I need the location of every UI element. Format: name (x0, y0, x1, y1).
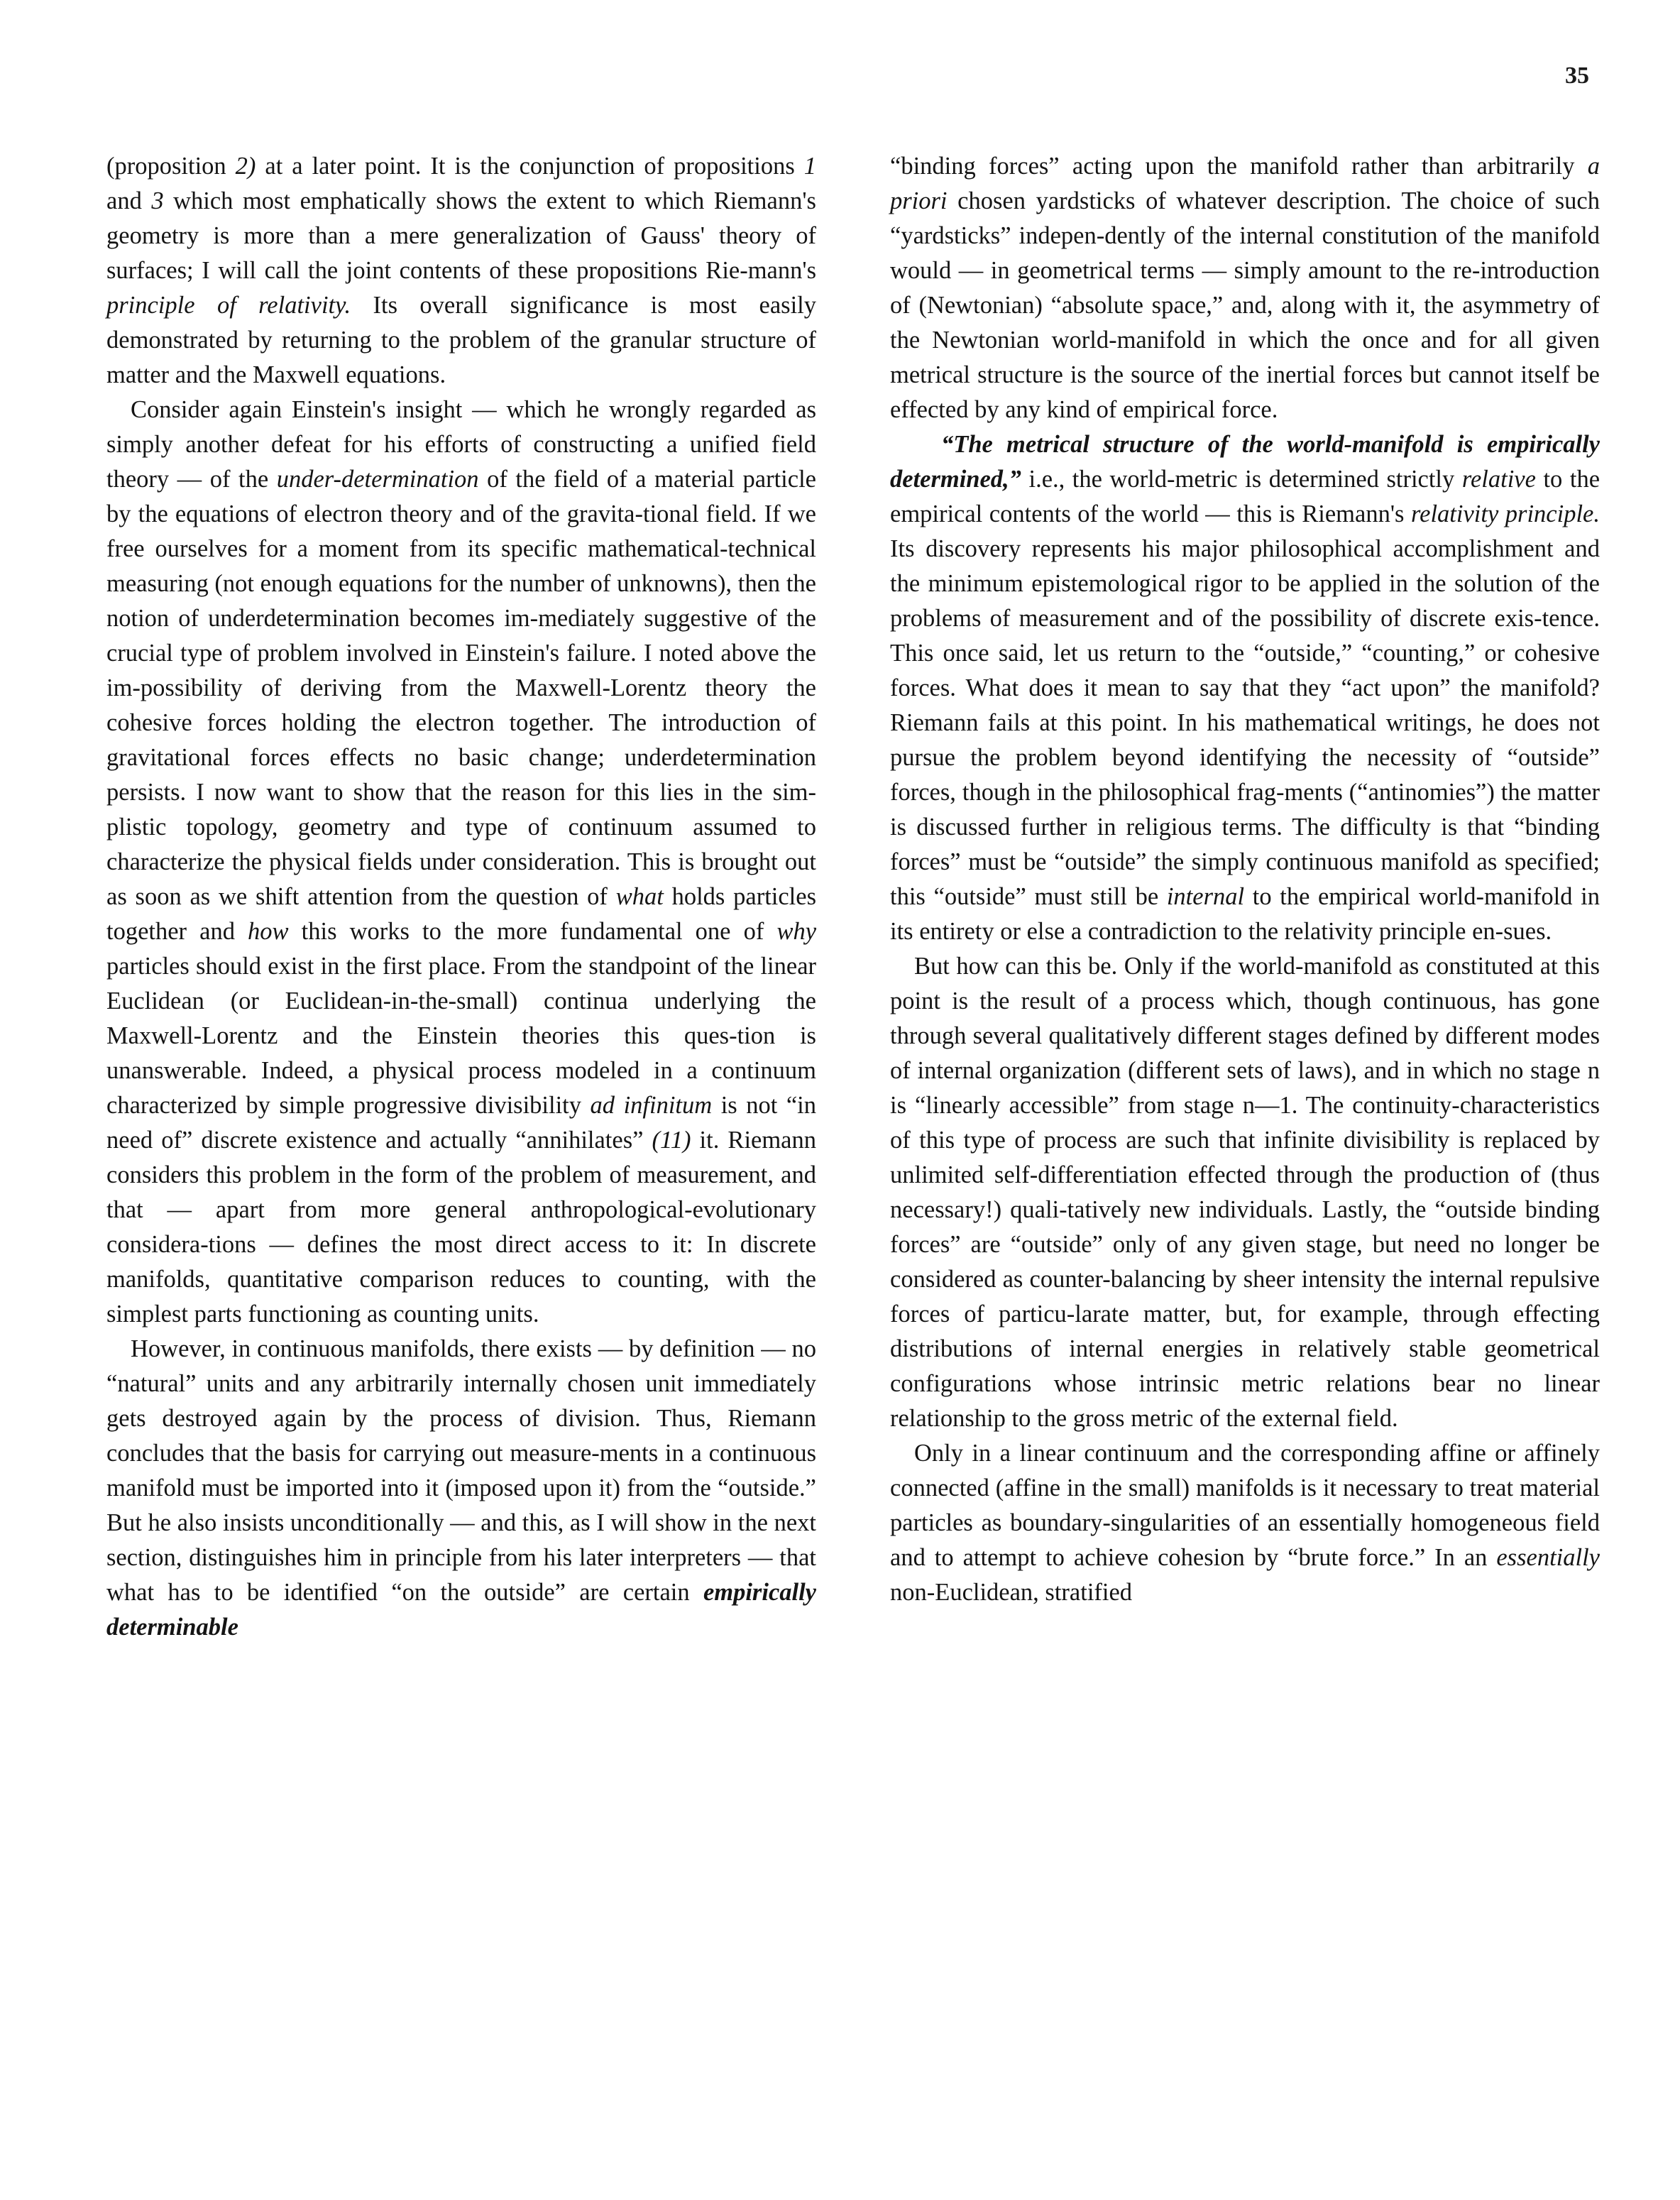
italic-run: a priori (890, 153, 1600, 214)
paragraph (106, 1332, 816, 1645)
text-run: which most emphatically shows the extent to which Riemann's geometry is more than a mere generalization of Gauss' theory of surfaces; I will call the joint contents of these propositions Rie-mann's (106, 187, 816, 284)
paragraph (106, 149, 816, 393)
text-run: to the empirical world-manifold in its entirety or else a contradiction to the relativity principle en-sues. (890, 883, 1600, 945)
text-run: is not “in need of” discrete existence and actually “annihilates” (106, 1092, 816, 1154)
paragraph (106, 393, 816, 1332)
text-run: and (106, 187, 152, 214)
italic-run: why (776, 918, 817, 945)
text-run: chosen yardsticks of whatever description. The choice of such “yardsticks” indepen-dently of the internal constitution of the manifold would — in geometrical terms — simply amount to the re-introduction of (Newtonian) “absolute space,” and, along with it, the asymmetry of the Newtonian world-manifold in which the once and for all given metrical structure is the source of the inertial forces but cannot itself be effected by any kind of empirical force. (890, 187, 1600, 423)
italic-run: how (248, 918, 289, 945)
text-run: holds particles together and (106, 883, 816, 945)
italic-run: principle of relativity. (106, 292, 351, 319)
text-run: Only in a linear continuum and the corresponding affine or affinely connected (affine in the small) manifolds is it necessary to treat material particles as boundary-singularities of an essentially homogeneous field and to attempt to achieve cohesion by “brute force.” In an (890, 1440, 1600, 1571)
bold-italic-run: “The metrical structure of the world-manifold is empirically determined,” (890, 431, 1600, 493)
paragraph (890, 949, 1600, 1436)
italic-run: under-determination (276, 466, 479, 493)
text-run: However, in continuous manifolds, there exists — by definition — no “natural” units and any arbitrarily internally chosen unit immediately gets destroyed again by the process of division. Thus, Riemann concludes that the basis for carrying out measure-ments in a continuous manifold must be imported into it (imposed upon it) from the “outside.” But he also insists unconditionally — and this, as I will show in the next section, distinguishes him in principle from his later interpreters — that what has to be identified “on the outside” are certain (106, 1335, 816, 1606)
bold-italic-run: empirically determinable (106, 1579, 816, 1641)
italic-run: 2) (235, 153, 256, 180)
italic-run: ad infinitum (590, 1092, 713, 1119)
text-run: non-Euclidean, stratified (890, 1579, 1133, 1606)
italic-run: essentially (1496, 1544, 1600, 1571)
italic-run: relative (1461, 466, 1536, 493)
text-run: i.e., the world-metric is determined strictly (1021, 466, 1462, 493)
right-column (890, 149, 1600, 1610)
text-run: Its discovery represents his major philosophical accomplishment and the minimum epistemological rigor to be applied in the solution of the problems of measurement and of the possibility of discrete exis-tence. This once said, let us return to the “outside,” “counting,” or cohesive forces. What does it mean to say that they “act upon” the manifold? Riemann fails at this point. In his mathematical writings, he does not pursue the problem beyond identifying the necessity of “outside” forces, though in the philosophical frag-ments (“antinomies”) the matter is discussed further in religious terms. The difficulty is that “binding forces” must be “outside” the simply continuous manifold as specified; this “outside” must still be (890, 535, 1600, 910)
italic-run: 1 (803, 153, 816, 180)
paragraph (890, 427, 1600, 949)
italic-run: what (615, 883, 664, 910)
page-number: 35 (1565, 62, 1589, 89)
text-run: Consider again Einstein's insight — which he wrongly regarded as simply another defeat for his efforts of constructing a unified field theory — of the (106, 396, 816, 493)
text-run: “binding forces” acting upon the manifold rather than arbitrarily (890, 153, 1588, 180)
paragraph (890, 149, 1600, 427)
text-run: (proposition (106, 153, 236, 180)
text-run: this works to the more fundamental one of (288, 918, 777, 945)
left-column (106, 149, 816, 1645)
text-run: at a later point. It is the conjunction of propositions (256, 153, 804, 180)
italic-run: relativity principle. (1411, 500, 1600, 527)
text-run: it. Riemann considers this problem in the form of the problem of measurement, and that — apart from more general anthropological-evolutionary considera-tions — defines the most direct access to it: In discrete manifolds, quantitative comparison reduces to counting, with the simplest parts functioning as counting units. (106, 1127, 816, 1328)
italic-run: (11) (652, 1127, 691, 1154)
paragraph (890, 1436, 1600, 1610)
text-run: to the empirical contents of the world — this is Riemann's (890, 466, 1601, 527)
text-run: But how can this be. Only if the world-manifold as constituted at this point is the result of a process which, though continuous, has gone through several qualitatively different stages defined by different modes of internal organization (different sets of laws), and in which no stage n is “linearly accessible” from stage n—1. The continuity-characteristics of this type of process are such that infinite divisibility is replaced by unlimited self-differentiation effected through the production of (thus necessary!) quali-tatively new individuals. Lastly, the “outside binding forces” are “outside” only of any given stage, but need no longer be considered as counter-balancing by sheer intensity the internal repulsive forces of particu-larate matter, but, for example, through effecting distributions of internal energies in relatively stable geometrical configurations whose intrinsic metric relations bear no linear relationship to the gross metric of the external field. (890, 953, 1600, 1432)
italic-run: internal (1166, 883, 1245, 910)
text-run: Its overall significance is most easily demonstrated by returning to the problem of the granular structure of matter and the Maxwell equations. (106, 292, 817, 388)
text-run: particles should exist in the first place. From the standpoint of the linear Euclidean (or Euclidean-in-the-small) continua underlying the Maxwell-Lorentz and the Einstein theories this ques-tion is unanswerable. Indeed, a physical process modeled in a continuum characterized by simple progressive divisibility (106, 953, 816, 1119)
text-run: of the field of a material particle by the equations of electron theory and of the gravita-tional field. If we free ourselves for a moment from its specific mathematical-technical measuring (not enough equations for the number of unknowns), then the notion of underdetermination becomes im-mediately suggestive of the crucial type of problem involved in Einstein's failure. I noted above the im-possibility of deriving from the Maxwell-Lorentz theory the cohesive forces holding the electron together. The introduction of gravitational forces effects no basic change; underdetermination persists. I now want to show that the reason for this lies in the sim-plistic topology, geometry and type of continuum assumed to characterize the physical fields under consideration. This is brought out as soon as we shift attention from the question of (106, 466, 816, 910)
italic-run: 3 (151, 187, 164, 214)
